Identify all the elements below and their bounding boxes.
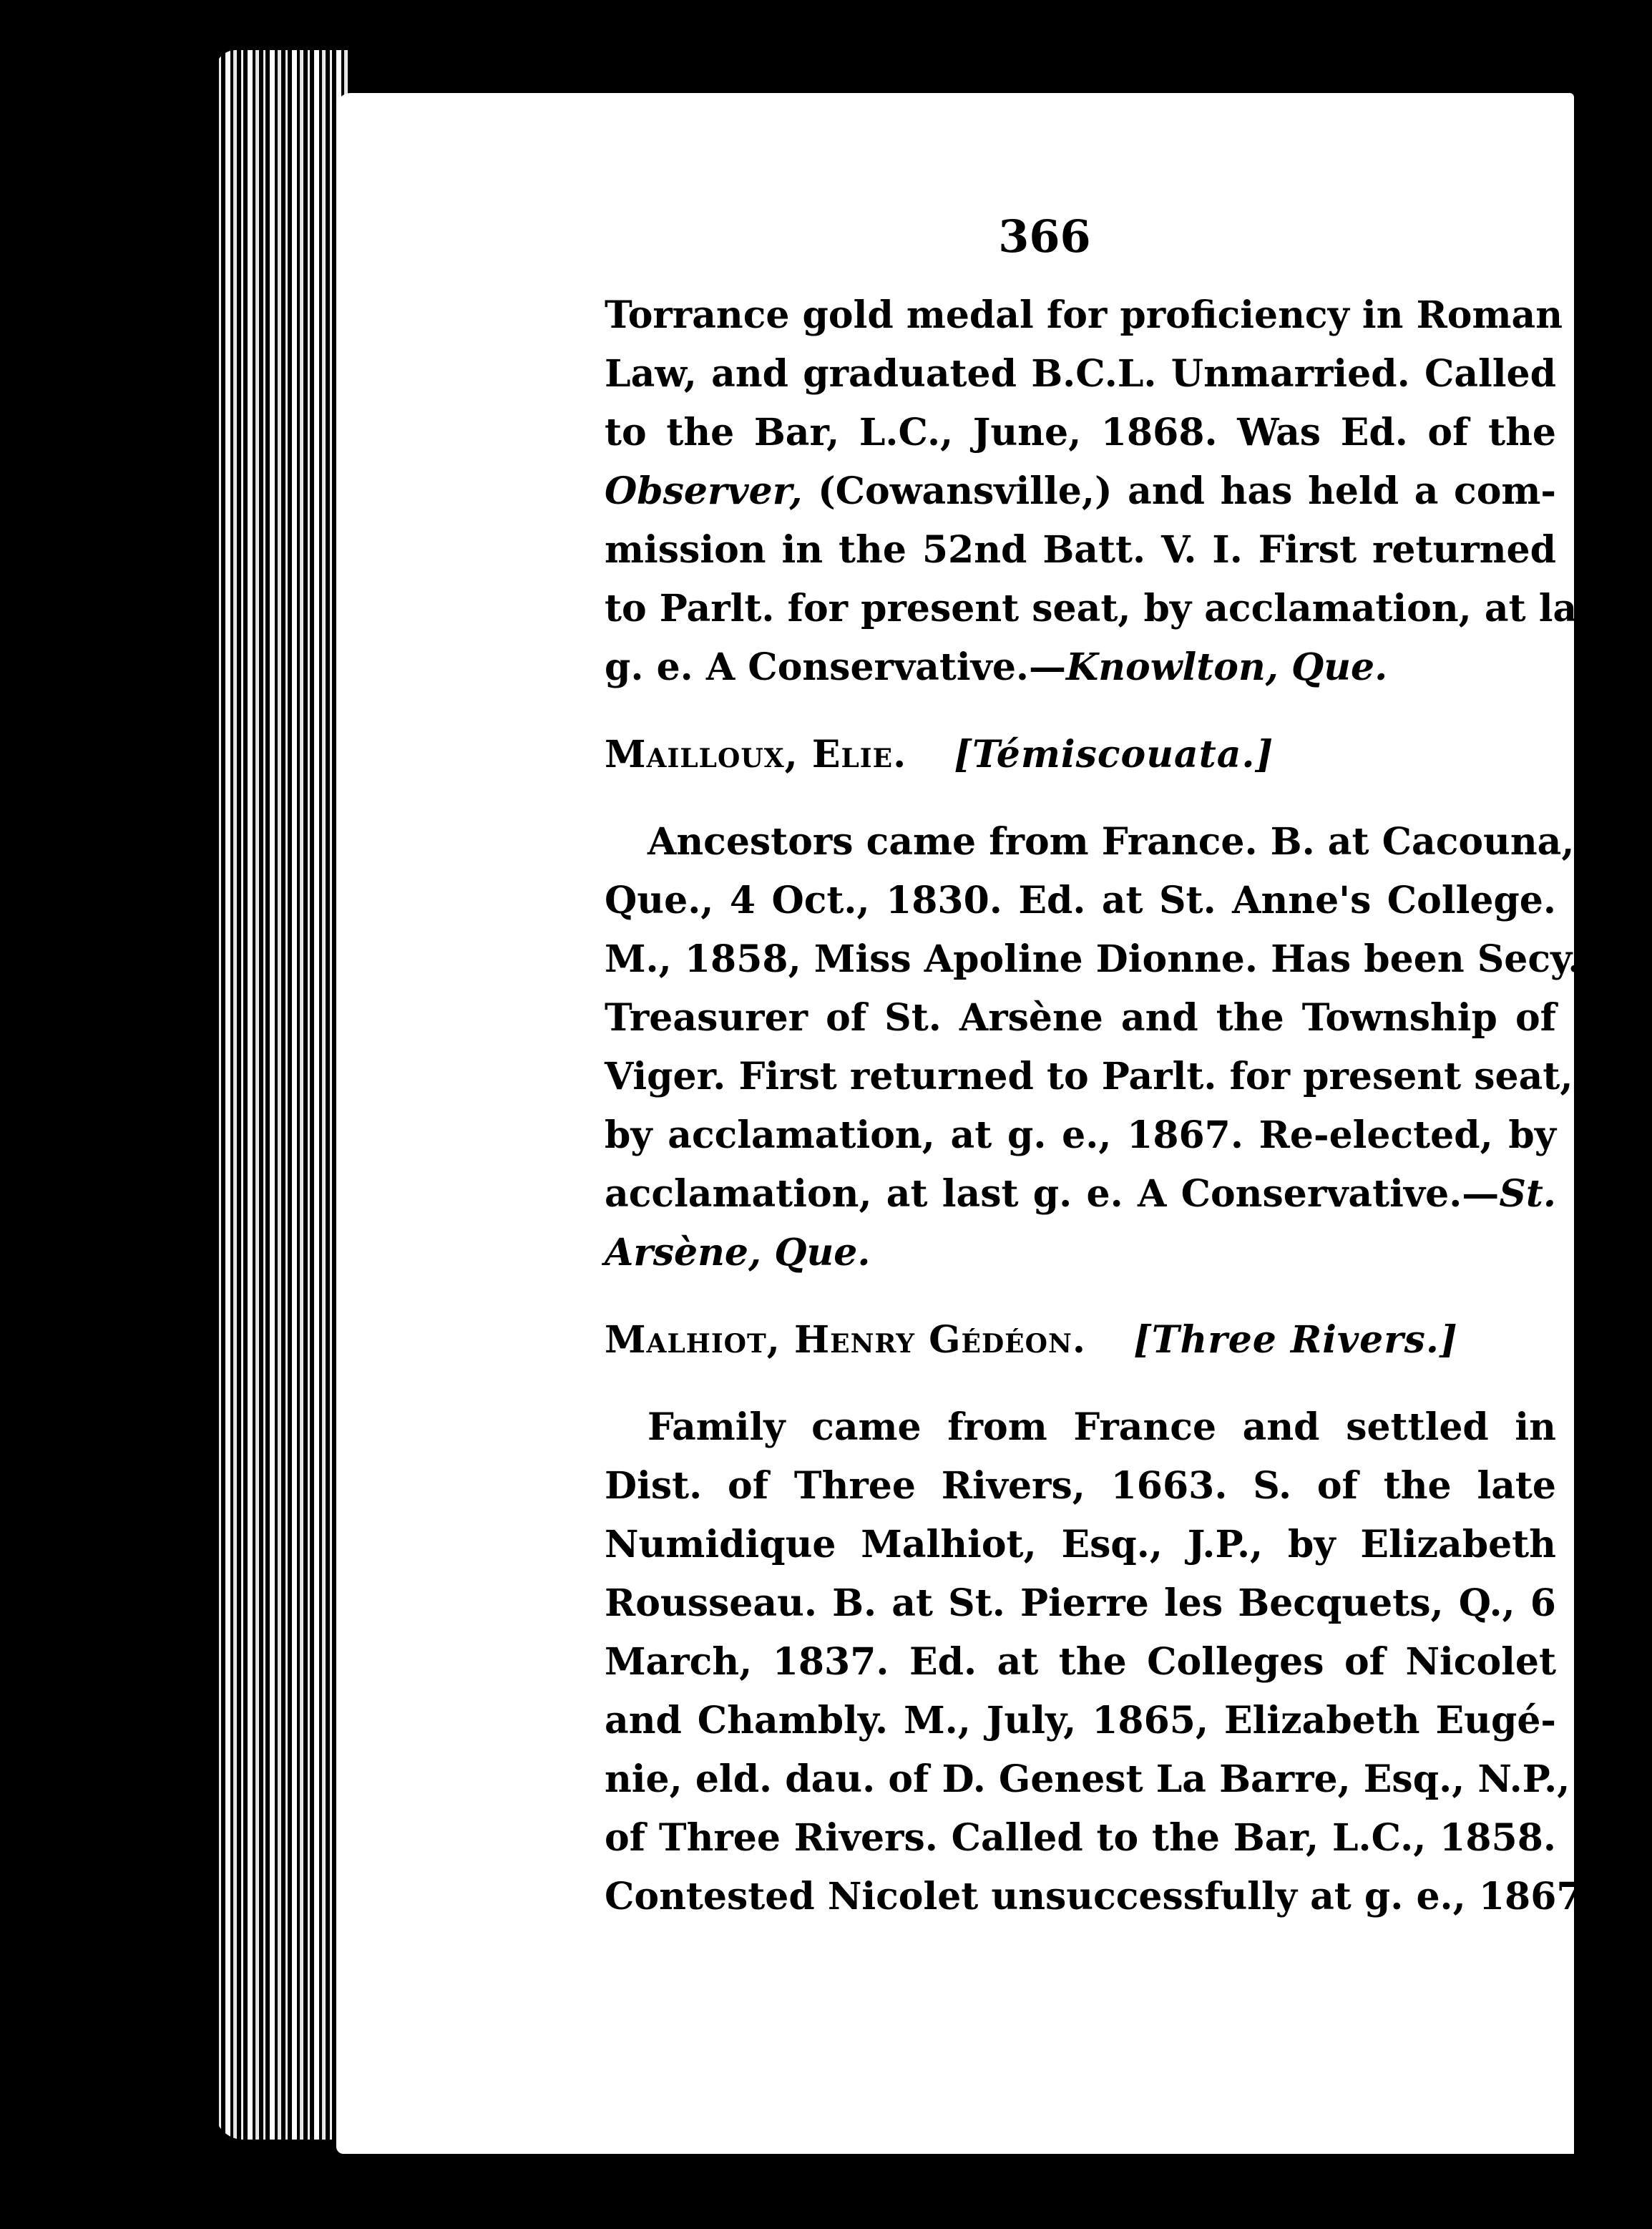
line-rest: (Cowansville,) and has held a com- xyxy=(802,469,1556,513)
residence-italic: Knowlton, Que. xyxy=(1066,645,1388,689)
text-line xyxy=(605,462,1556,521)
entry-heading-mailloux xyxy=(605,726,1556,784)
entry-heading-malhiot xyxy=(605,1311,1556,1370)
text-line: Que., 4 Oct., 1830. Ed. at St. Anne's College. xyxy=(605,879,1556,922)
text-line: to Parlt. for present seat, by acclamation, at last xyxy=(605,587,1616,630)
text-line: by acclamation, at g. e., 1867. Re-elected, by xyxy=(605,1113,1556,1157)
text-line: Ancestors came from France. B. at Cacouna, xyxy=(647,820,1575,864)
observer-italic: Observer, xyxy=(605,469,803,513)
page-text xyxy=(605,210,1616,1926)
entry-name: Mailloux, Elie. xyxy=(605,733,907,776)
text-line: Torrance gold medal for proficiency in Roman xyxy=(605,293,1563,337)
text-line: to the Bar, L.C., June, 1868. Was Ed. of the xyxy=(605,411,1556,454)
text-line: mission in the 52nd Batt. V. I. First returned xyxy=(605,528,1556,572)
residence-italic: St. xyxy=(1499,1172,1556,1216)
line-plain: acclamation, at last g. e. A Conservative.— xyxy=(605,1172,1500,1216)
text-line: nie, eld. dau. of D. Genest La Barre, Esq., N.P., xyxy=(605,1757,1570,1801)
text-line: Family came from France and settled in xyxy=(647,1405,1556,1449)
text-line: Treasurer of St. Arsène and the Township of xyxy=(605,996,1556,1040)
entry-body-mailloux xyxy=(605,813,1596,1282)
book-fore-edge xyxy=(215,50,351,2140)
text-line xyxy=(605,1165,1556,1224)
text-line: Numidique Malhiot, Esq., J.P., by Elizabeth xyxy=(605,1523,1556,1566)
text-line: Dist. of Three Rivers, 1663. S. of the late xyxy=(605,1464,1556,1508)
text-line: Law, and graduated B.C.L. Unmarried. Called xyxy=(605,352,1556,396)
text-line: Arsène, Que. xyxy=(605,1231,871,1274)
continuation-paragraph xyxy=(605,286,1616,697)
entry-name: Malhiot, Henry Gédéon. xyxy=(605,1318,1086,1362)
entry-constituency: [Témiscouata.] xyxy=(954,733,1274,776)
text-line: M., 1858, Miss Apoline Dionne. Has been Secy.- xyxy=(605,937,1596,981)
text-line: and Chambly. M., July, 1865, Elizabeth Eugé- xyxy=(605,1699,1556,1742)
text-line: Contested Nicolet unsuccessfully at g. e., 1867, xyxy=(605,1875,1595,1918)
text-line: Viger. First returned to Parlt. for present seat, xyxy=(605,1055,1573,1098)
text-line: of Three Rivers. Called to the Bar, L.C., 1858. xyxy=(605,1816,1556,1860)
text-line: March, 1837. Ed. at the Colleges of Nicolet xyxy=(605,1640,1556,1684)
entry-constituency: [Three Rivers.] xyxy=(1133,1318,1458,1362)
page-number: 366 xyxy=(998,210,1091,263)
line-plain: g. e. A Conservative.— xyxy=(605,645,1067,689)
entry-body-malhiot xyxy=(605,1398,1595,1926)
text-line xyxy=(605,638,1556,697)
text-line: Rousseau. B. at St. Pierre les Becquets, Q., 6 xyxy=(605,1581,1556,1625)
